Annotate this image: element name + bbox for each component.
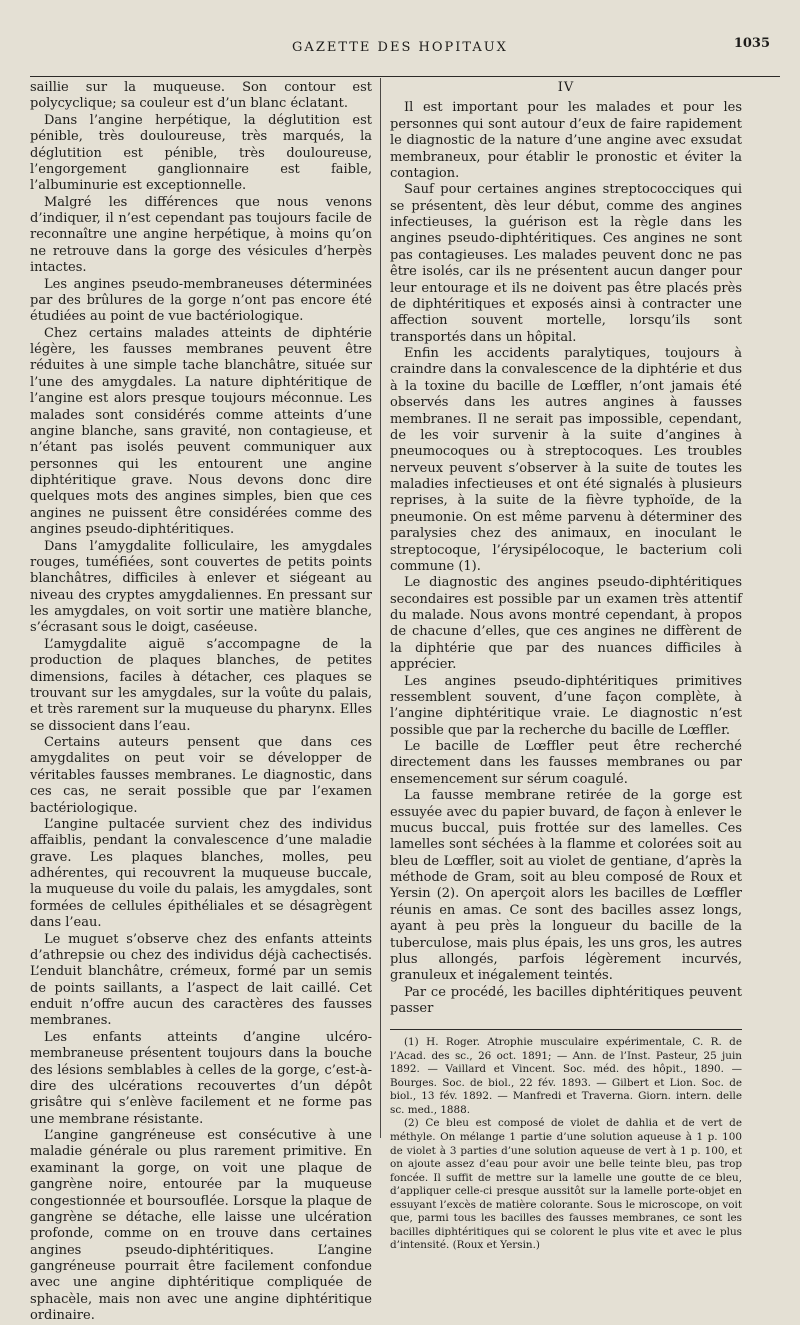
right-column (390, 80, 742, 1253)
paragraph: Malgré les différences que nous venons d’indiquer, il n’est cependant pas toujours facile de reconnaître une angine herpétique, à moins qu’on ne retrouve dans la gorge des vésicules d’herpès intactes. (30, 194, 372, 276)
footnote: (2) Ce bleu est composé de violet de dahlia et de vert de méthyle. On mélange 1 partie d’une solution aqueuse à 1 p. 100 de violet à 3 parties d’une solution aqueuse de vert à 1 p. 100, et on ajoute assez d’eau pour avoir une belle teinte bleu, pas trop foncée. Il suffit de mettre sur la lamelle une goutte de ce bleu, d’appliquer celle-ci presque aussitôt sur la lamelle porte-objet en essuyant l’excès de matière colorante. Sous le microscope, on voit que, parmi tous les bacilles des fausses membranes, ce sont les bacilles diphtéritiques qui se colorent le plus vite et avec le plus d’intensité. (Roux et Yersin.) (390, 1117, 742, 1252)
footnotes (390, 1036, 742, 1252)
running-head: GAZETTE DES HOPITAUX (292, 40, 508, 55)
paragraph: La fausse membrane retirée de la gorge est essuyée avec du papier buvard, de façon à enlever le mucus buccal, puis frottée sur des lamelles. Ces lamelles sont séchées à la flamme et colorées soit au bleu de Lœffler, soit au violet de gentiane, d’après la méthode de Gram, soit au bleu composé de Roux et Yersin (2). On aperçoit alors les bacilles de Lœffler réunis en amas. Ce sont des bacilles assez longs, ayant à peu près la longueur du bacille de la tuberculose, mais plus épais, les uns gros, les autres plus allongés, parfois légèrement incurvés, granuleux et inégalement teintés. (390, 788, 742, 984)
paragraph: Le muguet s’observe chez des enfants atteints d’athrepsie ou chez des individus déjà cachectisés. L’enduit blanchâtre, crémeux, formé par un semis de points saillants, a l’aspect de lait caillé. Cet enduit n’offre aucun des caractères des fausses membranes. (30, 931, 372, 1029)
footnote: (1) H. Roger. Atrophie musculaire expérimentale, C. R. de l’Acad. des sc., 26 oct. 1891; — Ann. de l’Inst. Pasteur, 25 juin 1892. — Vaillard et Vincent. Soc. méd. des hôpit., 1890. — Bourges. Soc. de biol., 22 fév. 1893. — Gilbert et Lion. Soc. de biol., 13 fév. 1892. — Manfredi et Traverna. Giorn. intern. delle sc. med., 1888. (390, 1036, 742, 1116)
paragraph: Il est important pour les malades et pour les personnes qui sont autour d’eux de faire rapidement le diagnostic de la nature d’une angine avec exsudat membraneux, pour établir le pronostic et éviter la contagion. (390, 100, 742, 181)
paragraph: Le bacille de Lœffler peut être recherché directement dans les fausses membranes ou par ensemencement sur sérum coagulé. (390, 739, 742, 787)
paragraph: Les enfants atteints d’angine ulcéro-membraneuse présentent toujours dans la bouche des lésions semblables à celles de la gorge, c’est-à-dire des ulcérations recouvertes d’un dépôt grisâtre qui s’enlève facilement et ne forme pas une membrane résistante. (30, 1029, 372, 1127)
section-heading: IV (557, 80, 575, 95)
paragraph: L’angine pultacée survient chez des individus affaiblis, pendant la convalescence d’une maladie grave. Les plaques blanches, molles, peu adhérentes, qui recouvrent la muqueuse buccale, la muqueuse du voile du palais, les amygdales, sont formées de cellules épithéliales et se désagrègent dans l’eau. (30, 816, 372, 931)
paragraph: L’angine gangréneuse est consécutive à une maladie générale ou plus rarement primitive. En examinant la gorge, on voit une plaque de gangrène noire, entourée par la muqueuse congestionnée et boursouflée. Lorsque la plaque de gangrène se détache, elle laisse une ulcération profonde, comme on en trouve dans certaines angines pseudo-diphtéritiques. L’angine gangréneuse pourrait être facilement confondue avec une angine diphtéritique compliquée de sphacèle, mais non avec une angine diphtéritique ordinaire. (30, 1128, 372, 1324)
paragraph: Dans l’amygdalite folliculaire, les amygdales rouges, tuméfiées, sont couvertes de petits points blanchâtres, difficiles à enlever et siégeant au niveau des cryptes amygdaliennes. En pressant sur les amygdales, on voit sortir une matière blanche, s’écrasant sous le doigt, caséeuse. (30, 538, 372, 636)
paragraph: Dans l’angine herpétique, la déglutition est pénible, très douloureuse, très marqués, la déglutition est pénible, très douloureuse, l’engorgement ganglionnaire est faible, l’albuminurie est exceptionnelle. (30, 112, 372, 194)
paragraph: Le diagnostic des angines pseudo-diphtéritiques secondaires est possible par un examen très attentif du malade. Nous avons montré cependant, à propos de chacune d’elles, que ces angines ne diffèrent de la diphtérie que par des nuances difficiles à apprécier. (390, 575, 742, 673)
paragraph: Enfin les accidents paralytiques, toujours à craindre dans la convalescence de la diphtérie et dus à la toxine du bacille de Lœffler, n’ont jamais été observés dans les autres angines à fausses membranes. Il ne serait pas impossible, cependant, de les voir survenir à la suite d’angines à pneumocoques ou à streptocoques. Les troubles nerveux peuvent s’observer à la suite de toutes les maladies infectieuses et ont été signalés à plusieurs reprises, à la suite de la fièvre typhoïde, de la pneumonie. On est même parvenu à déterminer des paralysies chez des animaux, en inoculant le streptocoque, l’érysipélocoque, le bacterium coli commune (1). (390, 346, 742, 574)
left-column (30, 80, 372, 1325)
page-number: 1035 (733, 36, 770, 51)
paragraph: Les angines pseudo-diphtéritiques primitives ressemblent souvent, d’une façon complète, à l’angine diphtéritique vraie. Le diagnostic n’est possible que par la recherche du bacille de Lœffler. (390, 673, 742, 738)
paragraph: Certains auteurs pensent que dans ces amygdalites on peut voir se développer de véritables fausses membranes. Le diagnostic, dans ces cas, ne serait possible que par l’examen bactériologique. (30, 735, 372, 816)
column-divider (380, 78, 381, 1138)
paragraph: Par ce procédé, les bacilles diphtéritiques peuvent passer (390, 984, 742, 1016)
header-rule (30, 76, 780, 77)
paragraph: Chez certains malades atteints de diphtérie légère, les fausses membranes peuvent être réduites à une simple tache blanchâtre, située sur l’une des amygdales. La nature diphtéritique de l’angine est alors presque toujours méconnue. Les malades sont considérés comme atteints d’une angine blanche, sans gravité, non contagieuse, et n’étant pas isolés peuvent communiquer aux personnes qui les entourent une angine diphtéritique grave. Nous devons donc dire quelques mots des angines simples, bien que ces angines ne puissent être considérées comme des angines pseudo-diphtéritiques. (30, 325, 372, 538)
paragraph: Sauf pour certaines angines streptococciques qui se présentent, dès leur début, comme des angines infectieuses, la guérison est la règle dans les angines pseudo-diphtéritiques. Ces angines ne sont pas contagieuses. Les malades peuvent donc ne pas être isolés, car ils ne présentent aucun danger pour leur entourage et ils ne doivent pas être placés près de diphtéritiques et exposés ainsi à contracter une affection souvent mortelle, lorsqu’ils sont transportés dans un hôpital. (390, 182, 742, 345)
paragraph: L’amygdalite aiguë s’accompagne de la production de plaques blanches, de petites dimensions, faciles à détacher, ces plaques se trouvant sur les amygdales, sur la voûte du palais, et très rarement sur la muqueuse du pharynx. Elles se dissocient dans l’eau. (30, 636, 372, 734)
paragraph: saillie sur la muqueuse. Son contour est polycyclique; sa couleur est d’un blanc éclatant. (30, 80, 372, 112)
footnote-rule (390, 1029, 742, 1030)
paragraph: Les angines pseudo-membraneuses déterminées par des brûlures de la gorge n’ont pas encore été étudiées au point de vue bactériologique. (30, 276, 372, 325)
